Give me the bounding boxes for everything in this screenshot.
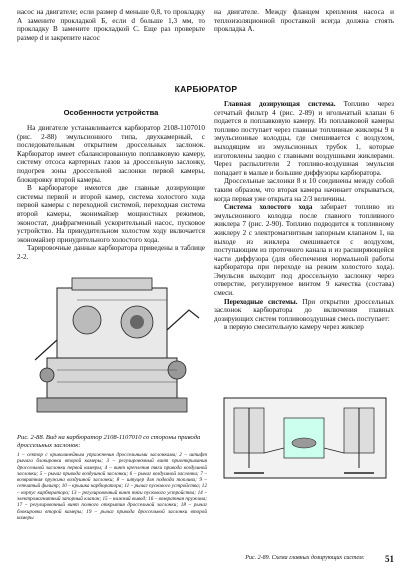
top-left-paragraph: насос на двигателе; если размер d меньше 0,8, то прокладку А замените прокладкой Б, если d больше 1,3 мм, то прокладку В замените прокладкой С. Еще раз проверьте размер d и закрепите насос (17, 8, 205, 42)
subsection-title: Особенности устройства (63, 108, 159, 117)
figure-caption: Рис. 2-88. Вид на карбюратор 2108-1107010 со стороны привода дроссельных заслонок: (17, 434, 201, 449)
top-left-text (17, 8, 205, 42)
paragraph-lead: Система холостого хода (224, 203, 313, 212)
paragraph (214, 100, 394, 177)
figure-legend: 1 – сектор с криволинейным упражнения дроссельными заслонками; 2 – штифт рычага блокировки второй камеры; 3 – регулировочный винт приоткрывания дроссельной заслонки первой камеры; 4 – винт крепления тяги привода воздушной заслонки; 5 – рычаг привода воздушной заслонки; 6 – рычаг воздушной заслонки; 7 – возвратная пружина воздушной заслонки; 8 – штуцер для подвода топлива; 9 – сетчатый фильтр; 10 – крышка карбюратора; 11 – рычаг пускового устройства; 12 – корпус карбюратора; 13 – регулировочный винт тяги пускового устройства; 14 – электромагнитный запорный клапан; 15 – нижний вывод; 16 – возвратная пружина; 17 – регулировочный винт полного открытия дроссельной заслонки; 18 – рычаг блокировки второй камеры; 19 – рычаг привода дроссельной заслонки второй камеры (17, 452, 207, 521)
paragraph (214, 323, 394, 332)
paragraph-text: Топливо через сетчатый фильтр 4 (рис. 2-89) и игольчатый клапан 6 подается в поплавковую камеру. Из поплавковой камеры топливо поступает через главные топливные жиклеры 9 в эмульсионные колодцы, где смешивается с воздухом, выходящим из эмульсионных трубок 1, которые изготовлены заодно с главными воздушными жиклерами. Через распылители 2 топливо-воздушная эмульсия попадает в малые и большие диффузоры карбюратора. (214, 100, 394, 177)
paragraph (214, 298, 394, 324)
paragraph-lead: Главная дозирующая система. (224, 100, 336, 108)
paragraph: На двигателе устанавливается карбюратор 2108-1107010 (рис. 2-88) эмульсионного типа, двухкамерный, с последовательным открытием дроссельных заслонок. Карбюратор имеет сбалансированную поплавковую камеру, систему отсоса картерных газов за дроссельную заслонку, подогрев зоны дроссельной заслонки первой камеры, блокировку второй камеры. (17, 124, 205, 184)
page-number: 51 (385, 554, 394, 564)
paragraph-text: Дроссельные заслонки 8 и 10 соединены между собой таким образом, что вторая камера начинает открываться, когда первая уже открыта на 2/3 величины. (214, 177, 394, 203)
paragraph (214, 177, 394, 203)
section-title: КАРБЮРАТОР (174, 84, 238, 94)
paragraph-lead: Переходные системы. (224, 297, 298, 306)
carburetor-illustration (17, 270, 207, 432)
paragraph-text: забирает топливо из эмульсионного колодца после главного топливного жиклера 7 (рис. 2-90). Топливо подводится к топливному жиклеру 2 с электромагнитным запорным клапаном 1, на выходе из жиклера смешивается с воздухом, поступающим из проточного канала и из расширяющейся части диффузора (для обеспечения нормальной работы карбюратора при переходе на режим холостого хода). Эмульсия выходит под дроссельную заслонку через отверстие, регулируемое винтом 9 качества (состава) смеси. (214, 203, 394, 298)
main-metering-system-diagram (214, 388, 396, 554)
left-column (17, 124, 205, 262)
paragraph: В карбюраторе имеются две главные дозирующие системы первой и второй камер, система холостого хода первой камеры с переходной системой, переходная система второй камеры, эконимайзер мощностных режимов, эконостат, диафрагменный ускорительный насос, пусковое устройство. На принудительном холостом ходу включается экономайзер принудительного холостого хода. (17, 184, 205, 244)
paragraph-text: При открытии дроссельных заслонок карбюратора до включения главных дозирующих систем топливовоздушная смесь поступает: (214, 297, 394, 323)
top-right-paragraph: на двигателе. Между фланцем крепления насоса и теплоизоляционной проставкой всегда должна стоять прокладка А. (214, 8, 394, 34)
right-column (214, 100, 394, 332)
paragraph (214, 203, 394, 298)
paragraph-text: в первую смесительную камеру через жиклер (224, 323, 364, 332)
top-right-text (214, 8, 394, 34)
paragraph: Тарировочные данные карбюратора приведены в таблице 2-2. (17, 244, 205, 261)
figure-caption: Рис. 2-89. Схема главных дозирующих систем: (245, 555, 365, 561)
